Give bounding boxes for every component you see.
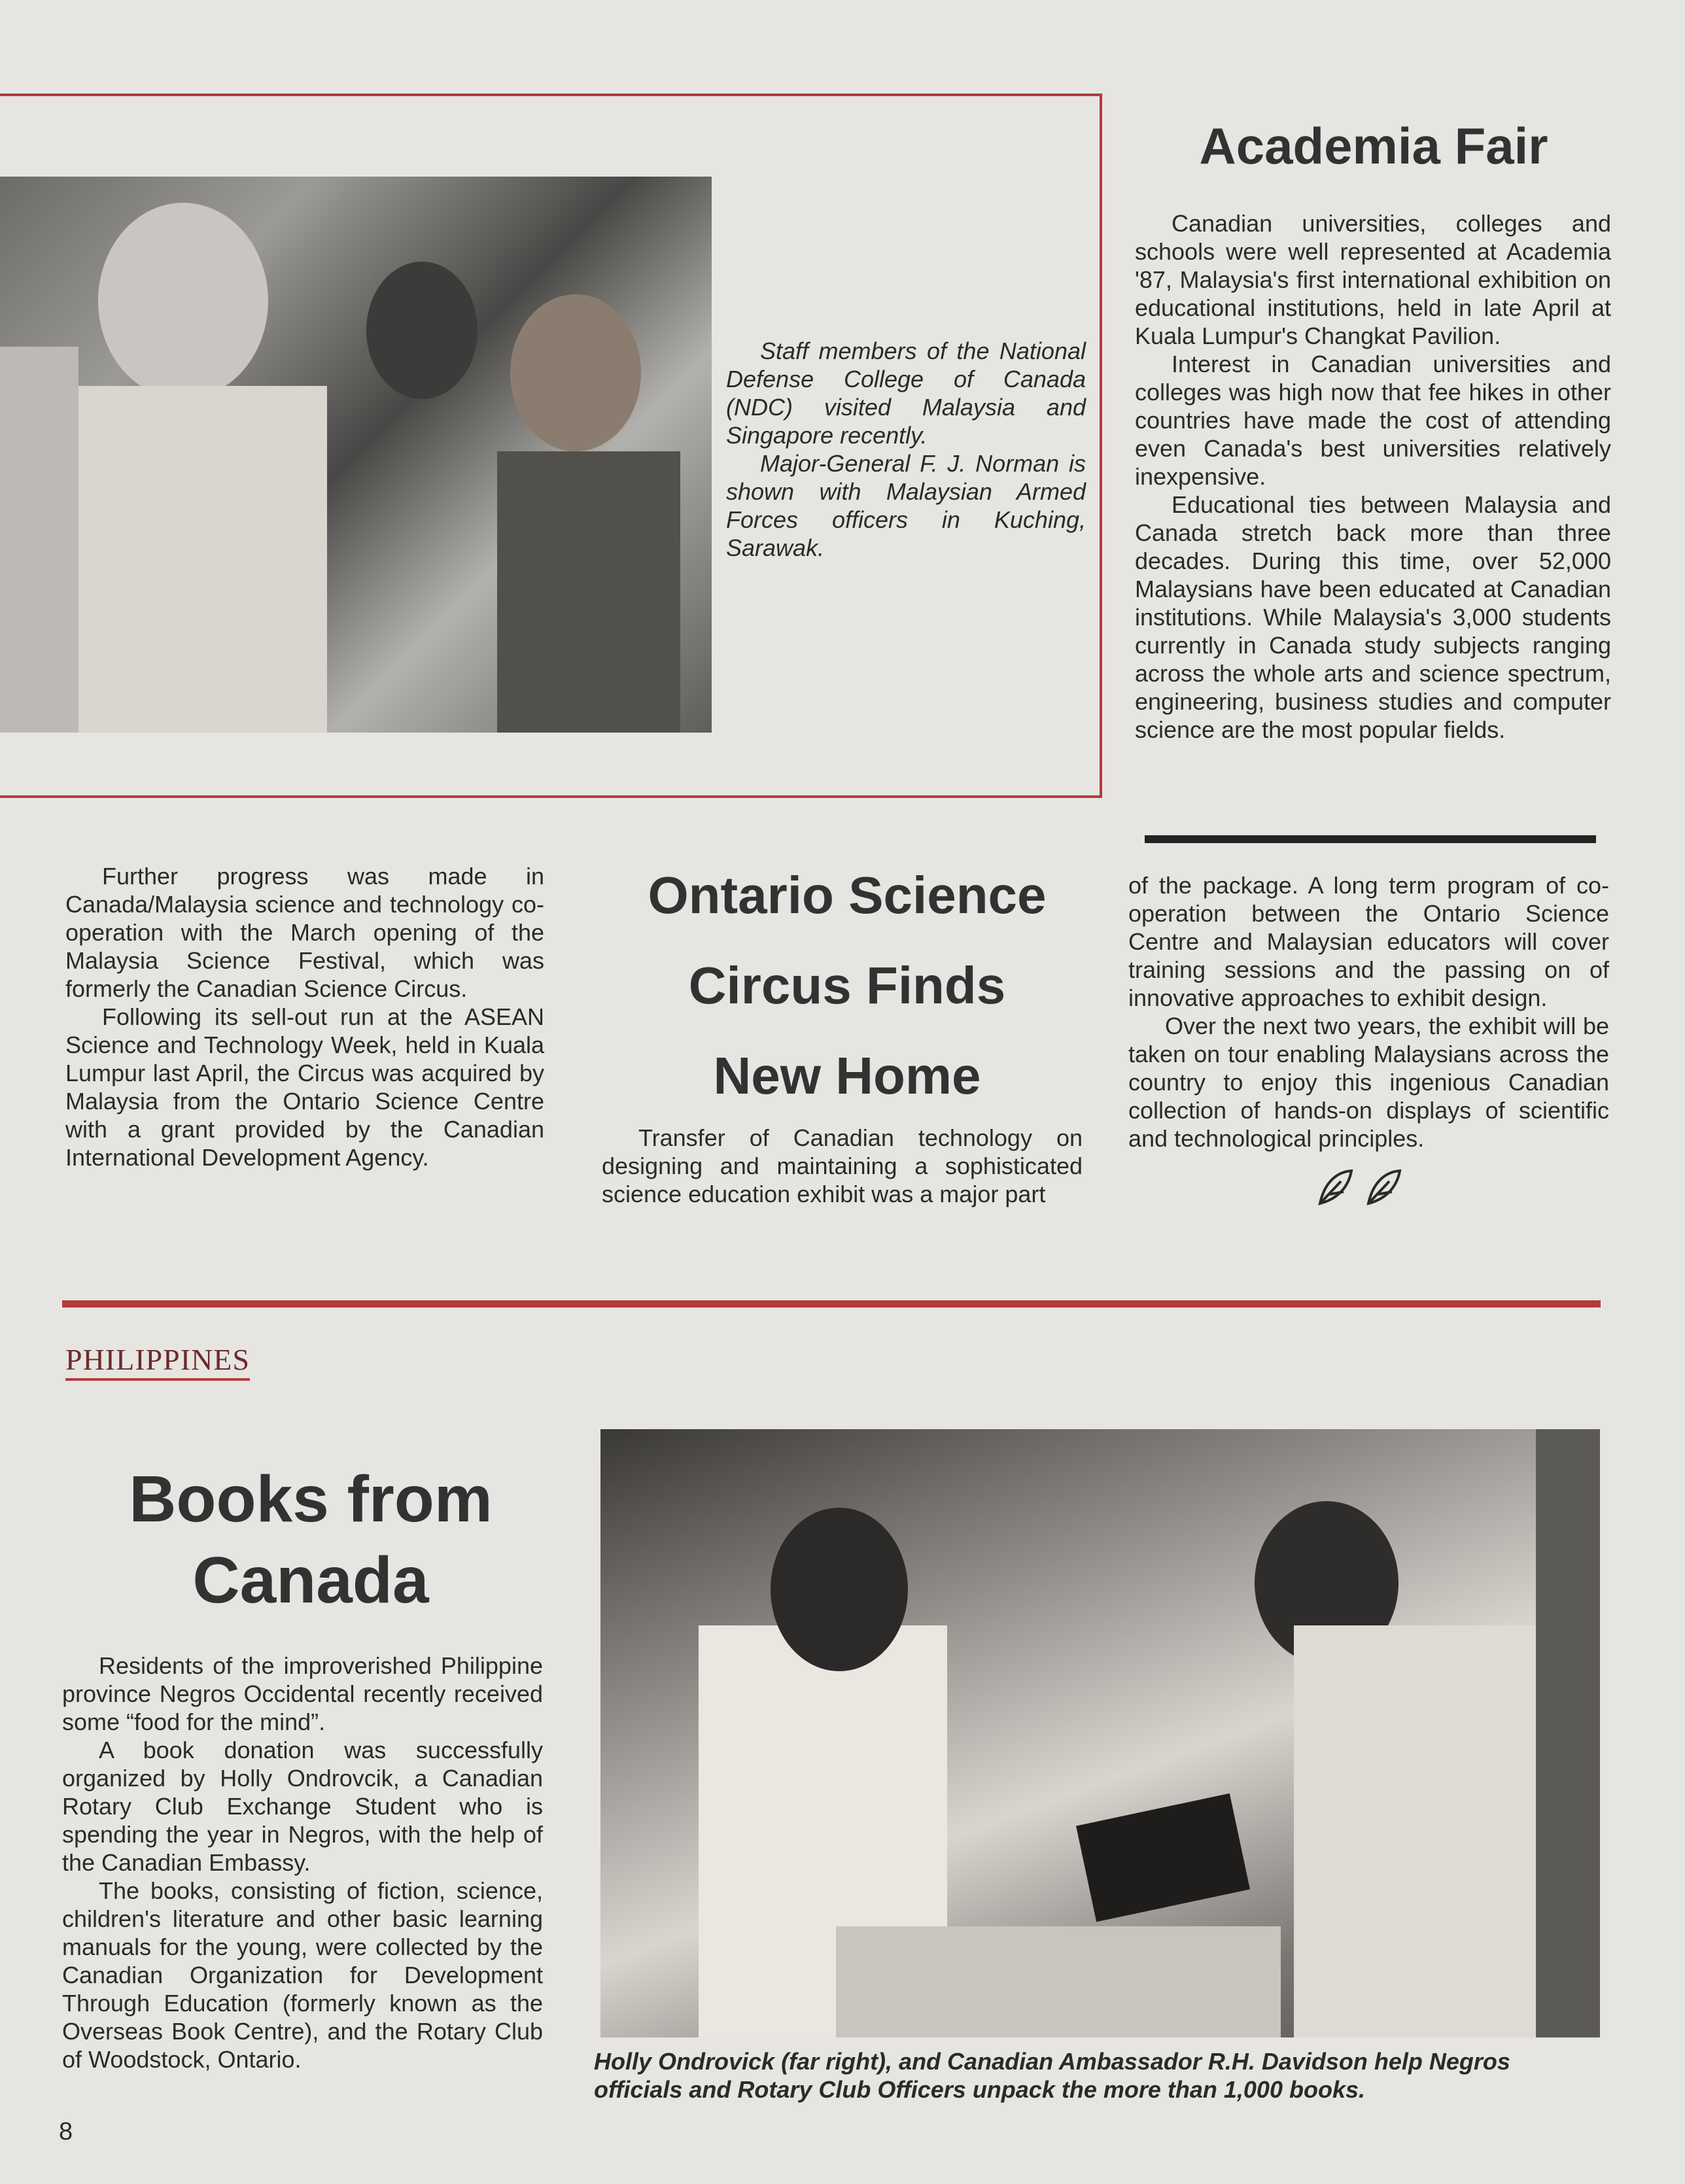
- academia-para-2: Interest in Canadian universities and colleges was high now that fee hikes in other countries have made the cost of attending even Canada's best universities relatively inexpensive.: [1135, 351, 1611, 490]
- academia-para-1: Canadian universities, colleges and schools were well represented at Academia '87, Malaysia's first international exhibition on educational institutions, held in late April at Kuala Lumpur's Changkat Pavilion.: [1135, 210, 1611, 349]
- ontario-right-column: [1128, 871, 1609, 1153]
- philippines-label-underline: [65, 1378, 250, 1381]
- academia-para-3: Educational ties between Malaysia and Canada stretch back more than three decades. During this time, over 52,000 Malaysians have been educated at Canadian institutions. While Malaysia's 3,000 students currently in Canada study subjects ranging across the whole arts and science spectrum, engineering, business studies and computer science are the most popular fields.: [1135, 491, 1611, 743]
- ontario-left-para-1: Further progress was made in Canada/Malaysia science and technology co-operation with the March opening of the Malaysia Science Festival, which was formerly the Canadian Science Circus.: [65, 863, 544, 1002]
- books-article: [62, 1652, 543, 2073]
- philippines-section-divider: [62, 1300, 1601, 1308]
- top-box-bottom-border: [0, 795, 1102, 798]
- ontario-headline-line-1: Ontario Science: [648, 866, 1047, 924]
- academia-end-bar: [1145, 835, 1596, 843]
- books-para-1: Residents of the improverished Philippine province Negros Occidental recently received some “food for the mind”.: [62, 1652, 543, 1735]
- page-number: 8: [59, 2118, 73, 2145]
- book-donation-caption: [594, 2047, 1601, 2104]
- books-para-3: The books, consisting of fiction, science, children's literature and other basic learning manuals for the young, were collected by the Canadian Organization for Development Through Education (formerly known as the Overseas Book Centre), and the Rotary Club of Woodstock, Ontario.: [62, 1877, 543, 2073]
- ndc-caption-para-2: Major-General F. J. Norman is shown with Malaysian Armed Forces officers in Kuching, Sarawak.: [726, 450, 1086, 561]
- ontario-middle-para: Transfer of Canadian technology on designing and maintaining a sophisticated science education exhibit was a major part: [602, 1124, 1083, 1207]
- academia-fair-headline: Academia Fair: [1199, 117, 1548, 175]
- books-headline-line-2: Canada: [192, 1544, 429, 1617]
- ontario-headline: [589, 850, 1105, 1121]
- book-donation-photo: [600, 1429, 1600, 2037]
- ontario-headline-line-2: Circus Finds: [688, 956, 1006, 1014]
- books-headline: [62, 1459, 559, 1621]
- ontario-headline-line-3: New Home: [713, 1047, 981, 1105]
- academia-fair-article: [1135, 209, 1611, 744]
- books-headline-line-1: Books from: [129, 1463, 493, 1536]
- philippines-label-text: PHILIPPINES: [65, 1343, 250, 1376]
- ontario-right-para-2: Over the next two years, the exhibit will be taken on tour enabling Malaysians across the country to enjoy this ingenious Canadian collection of hands-on displays of scientific and technological principles.: [1128, 1013, 1609, 1152]
- books-para-2: A book donation was successfully organized by Holly Ondrovcik, a Canadian Rotary Club Exchange Student who is spending the year in Negros, with the help of the Canadian Embassy.: [62, 1737, 543, 1876]
- ndc-officers-photo: [0, 177, 712, 733]
- top-box-top-border: [0, 94, 1102, 96]
- books-caption-text: Holly Ondrovick (far right), and Canadian Ambassador R.H. Davidson help Negros officials and Rotary Club Officers unpack the more than 1,000 books.: [594, 2048, 1510, 2103]
- end-mark-leaves-icon: [1315, 1166, 1413, 1209]
- ndc-photo-caption: [726, 337, 1086, 562]
- ontario-right-para-1: of the package. A long term program of co-operation between the Ontario Science Centre and Malaysian educators will cover training sessions and the passing on of innovative approaches to exhibit design.: [1128, 872, 1609, 1011]
- top-box-right-border: [1100, 94, 1102, 798]
- ndc-caption-para-1: Staff members of the National Defense College of Canada (NDC) visited Malaysia and Singapore recently.: [726, 338, 1086, 449]
- ontario-left-para-2: Following its sell-out run at the ASEAN Science and Technology Week, held in Kuala Lumpur last April, the Circus was acquired by Malaysia from the Ontario Science Centre with a grant provided by the Canadian International Development Agency.: [65, 1003, 544, 1171]
- ontario-left-column: [65, 862, 544, 1171]
- philippines-section-label: [65, 1342, 250, 1381]
- ontario-middle-column: [602, 1124, 1083, 1208]
